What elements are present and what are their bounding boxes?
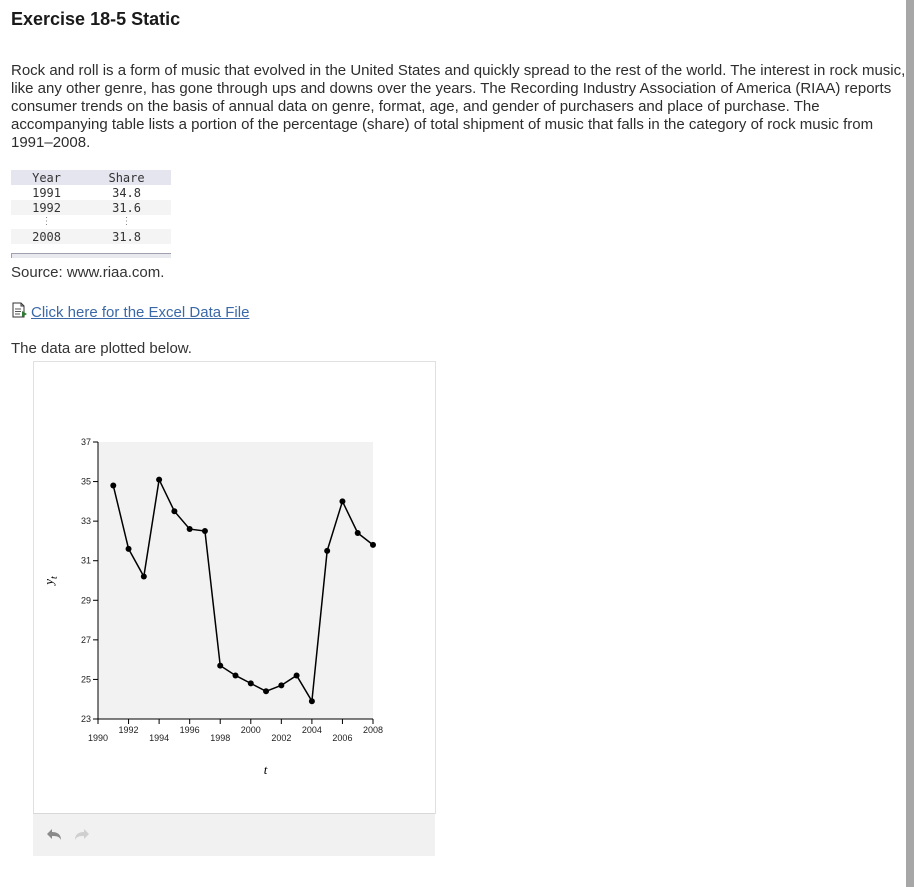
source-note: Source: www.riaa.com.: [11, 264, 165, 281]
undo-icon[interactable]: [45, 828, 63, 847]
excel-file-icon: [11, 302, 29, 322]
table-row-ellipsis: [11, 215, 171, 229]
data-point: [370, 542, 376, 548]
plot-caption: The data are plotted below.: [11, 340, 192, 357]
table-cell-year: ⋮: [11, 215, 82, 229]
table-header-share: Share: [82, 170, 171, 185]
data-point: [263, 688, 269, 694]
y-tick-label: 33: [80, 516, 91, 527]
data-point: [217, 663, 223, 669]
table-row: [11, 185, 171, 200]
data-point: [355, 530, 361, 536]
x-tick-label: 1996: [179, 725, 200, 735]
y-tick-label: 23: [80, 714, 91, 724]
data-point: [141, 574, 147, 580]
y-tick-label: 31: [80, 555, 91, 566]
x-tick-label: 1990: [87, 733, 109, 743]
table-cell-year: 1991: [11, 185, 82, 200]
plot-container: [33, 361, 436, 814]
x-tick-label: 2002: [271, 733, 292, 743]
data-point: [309, 698, 315, 704]
table-cell-year: 2008: [11, 229, 82, 244]
data-point: [324, 548, 330, 554]
data-point: [171, 508, 177, 514]
y-tick-label: 27: [80, 634, 91, 645]
y-tick-label: 37: [80, 437, 91, 447]
data-point: [202, 528, 208, 534]
x-tick-label: 2000: [240, 725, 261, 735]
data-point: [126, 546, 132, 552]
data-point: [110, 483, 116, 489]
redo-icon[interactable]: [73, 828, 91, 847]
data-point: [248, 680, 254, 686]
data-point: [233, 672, 239, 678]
x-tick-label: 2008: [362, 725, 384, 735]
table-header-year: Year: [11, 170, 82, 185]
x-axis-label: t: [263, 762, 268, 777]
y-tick-label: 25: [80, 674, 91, 685]
table-cell-year: 1992: [11, 200, 82, 215]
y-tick-label: 29: [80, 595, 91, 606]
data-point: [187, 526, 193, 532]
intro-paragraph: Rock and roll is a form of music that evolved in the United States and quickly spread to the rest of the world. The interest in rock music, like any other genre, has gone through ups and downs over the years. The Recording Industry Association of America (RIAA) reports consumer trends on the basis of annual data on genre, format, age, and gender of purchasers and place of purchase. The accompanying table lists a portion of the percentage (share) of total shipment of music that falls in the category of rock music from 1991–2008.: [11, 62, 906, 151]
y-tick-label: 35: [80, 476, 91, 487]
table-cell-share: 31.6: [82, 200, 171, 215]
data-point: [339, 498, 345, 504]
plot-toolbar: [33, 813, 435, 856]
table-cell-share: 34.8: [82, 185, 171, 200]
x-tick-label: 2006: [332, 733, 353, 743]
table-row: [11, 229, 171, 244]
share-table: [11, 170, 171, 244]
excel-data-link[interactable]: Click here for the Excel Data File: [31, 303, 250, 321]
page-title: Exercise 18-5 Static: [11, 9, 181, 29]
data-point: [156, 477, 162, 483]
y-axis-label: $y_t$: [41, 576, 60, 585]
x-tick-label: 1998: [210, 733, 231, 743]
data-point: [294, 672, 300, 678]
table-row: [11, 200, 171, 215]
table-cell-share: ⋮: [82, 215, 171, 229]
x-tick-label: 1992: [118, 725, 139, 735]
x-tick-label: 2004: [301, 725, 322, 735]
table-cell-share: 31.8: [82, 229, 171, 244]
rock-share-chart: [34, 362, 435, 813]
excel-link-row[interactable]: [11, 302, 249, 322]
table-bottom-rule: [11, 253, 171, 258]
x-tick-label: 1994: [149, 733, 170, 743]
data-point: [278, 682, 284, 688]
